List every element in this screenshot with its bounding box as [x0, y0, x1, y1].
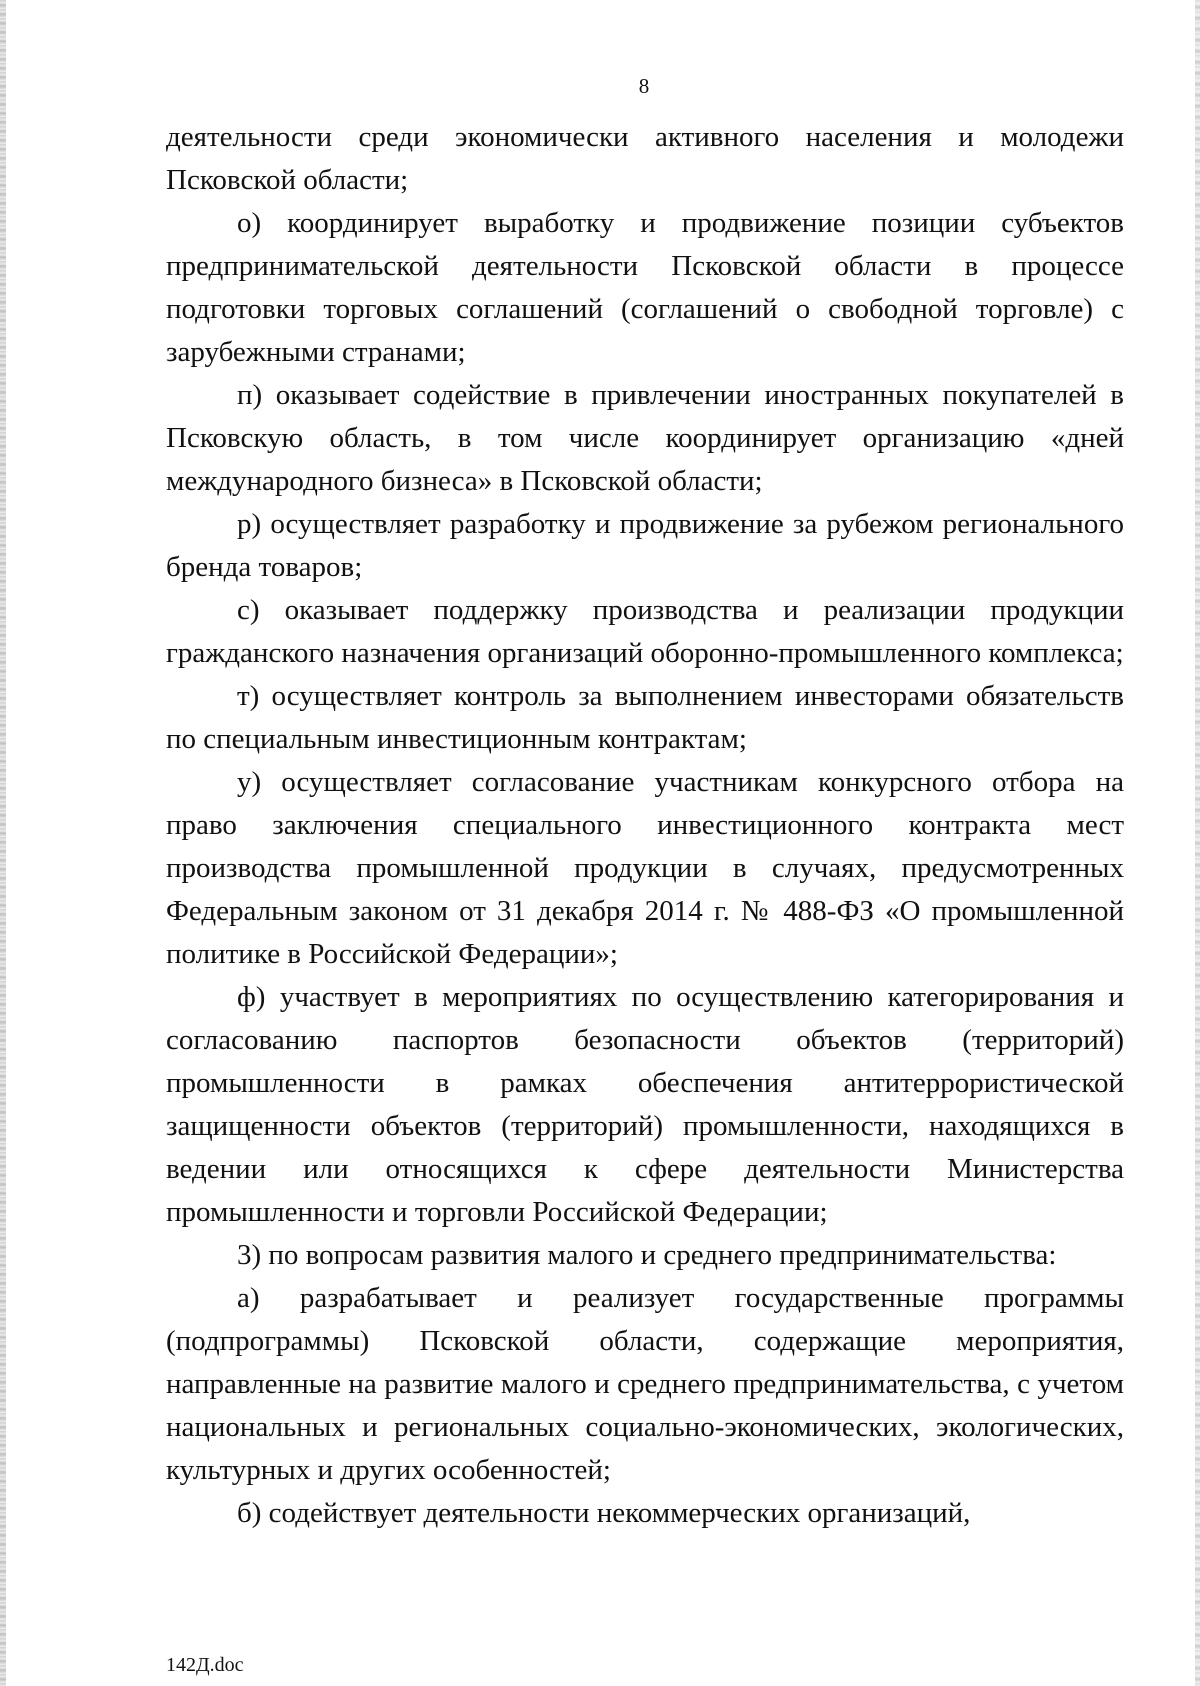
paragraph-item-s: с) оказывает поддержку производства и реализации продукции гражданского назначения организаций оборонно-промышленного комплекса;: [166, 594, 1124, 669]
footer-filename: 142Д.doc: [166, 1654, 244, 1676]
paragraph-item-t: т) осуществляет контроль за выполнением инвесторами обязательств по специальным инвестиционным контрактам;: [166, 680, 1124, 755]
paragraph-section-3: 3) по вопросам развития малого и среднего предпринимательства:: [237, 1239, 1057, 1271]
page-number: 8: [638, 74, 650, 98]
paragraph-item-r: р) осуществляет разработку и продвижение за рубежом регионального бренда товаров;: [166, 508, 1124, 583]
paragraph-item-o: о) координирует выработку и продвижение позиции субъектов предпринимательской деятельности Псковской области в процессе подготовки торговых соглашений (соглашений о свободной торговле) с зарубежными странами;: [166, 207, 1124, 368]
paragraph-item-f: ф) участвует в мероприятиях по осуществлению категорирования и согласованию паспортов безопасности объектов (территорий) промышленности в рамках обеспечения антитеррористической защищенности объектов (территорий) промышленности, находящихся в ведении или относящихся к сфере деятельности Министерства промышленности и торговли Российской Федерации;: [166, 981, 1124, 1228]
document-body: [166, 116, 1124, 1535]
paragraph-continuation: деятельности среди экономически активного населения и молодежи Псковской области;: [166, 121, 1124, 196]
scan-edge-right: [1195, 0, 1200, 1686]
paragraph-item-b: б) содействует деятельности некоммерческих организаций,: [237, 1497, 971, 1529]
paragraph-item-u: у) осуществляет согласование участникам конкурсного отбора на право заключения специального инвестиционного контракта мест производства промышленной продукции в случаях, предусмотренных Федеральным законом от 31 декабря 2014 г. № 488-ФЗ «О промышленной политике в Российской Федерации»;: [166, 766, 1124, 970]
paragraph-item-p: п) оказывает содействие в привлечении иностранных покупателей в Псковскую область, в том числе координирует организацию «дней международного бизнеса» в Псковской области;: [166, 379, 1124, 497]
scan-edge-left: [0, 0, 6, 1686]
paragraph-item-a: а) разрабатывает и реализует государственные программы (подпрограммы) Псковской области, содержащие мероприятия, направленные на развитие малого и среднего предпринимательства, с учетом национальных и региональных социально-экономических, экологических, культурных и других особенностей;: [166, 1282, 1124, 1486]
